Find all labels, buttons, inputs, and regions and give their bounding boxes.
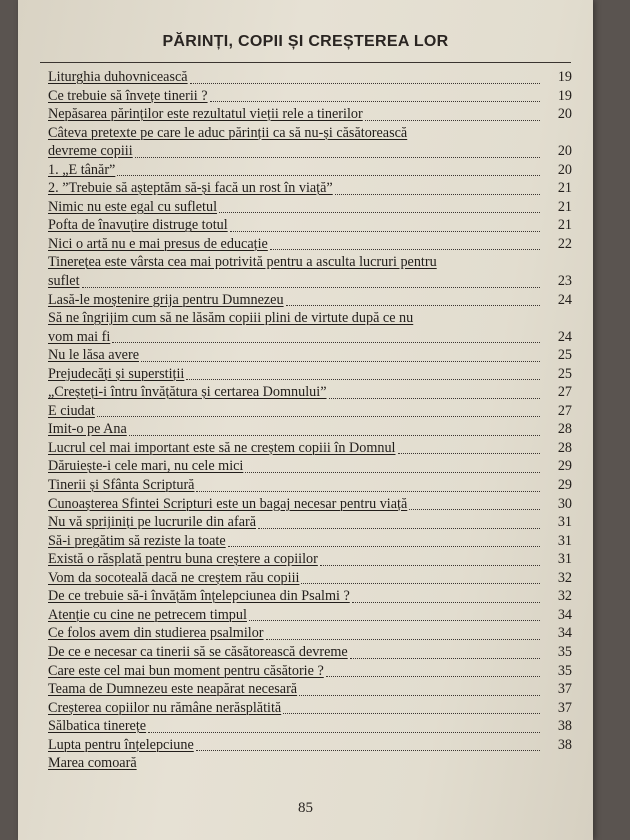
toc-entry-title: Tinerii și Sfânta Scriptură (48, 477, 195, 494)
toc-entry-page: 34 (557, 606, 572, 623)
toc-entry-title: Există o răsplată pentru buna creștere a copiilor (48, 551, 318, 568)
dot-leader (196, 749, 540, 751)
dot-leader (249, 619, 540, 621)
toc-entry (48, 754, 572, 773)
running-header: PĂRINȚI, COPII ȘI CREȘTEREA LOR (162, 33, 449, 50)
toc-entry-page: 19 (557, 87, 572, 104)
toc-entry-page: 22 (557, 235, 572, 252)
dot-leader (258, 527, 540, 529)
page-number: 85 (298, 800, 313, 816)
toc-entry (48, 513, 572, 532)
dot-leader (299, 694, 540, 696)
toc-entry (48, 309, 572, 346)
toc-entry (48, 643, 572, 662)
toc-entry (48, 680, 572, 699)
toc-entry-title: Prejudecăți și superstiții (48, 365, 185, 382)
toc-entry-page: 38 (557, 718, 572, 735)
toc-entry (48, 68, 572, 87)
toc-entry (48, 476, 572, 495)
dot-leader (350, 657, 540, 659)
toc-entry-title: Imit-o pe Ana (48, 421, 127, 438)
toc-entry-page: 20 (557, 161, 572, 178)
dot-leader (335, 193, 540, 195)
dot-leader (301, 582, 540, 584)
toc-entry-title: Nimic nu este egal cu sufletul (48, 198, 218, 215)
toc-entry-title: Vom da socoteală dacă ne creștem rău copiii (48, 569, 300, 586)
toc-entry-page: 28 (557, 421, 572, 438)
dot-leader (97, 415, 540, 417)
toc-entry-title: Liturghia duhovnicească (48, 69, 188, 85)
toc-entry-page: 27 (557, 384, 572, 401)
toc-entry-page: 19 (557, 69, 572, 85)
toc-entry (48, 606, 572, 625)
toc-entry-page: 21 (557, 180, 572, 197)
toc-entry (48, 532, 572, 551)
dot-leader (326, 675, 540, 677)
toc-entry-title: Nu vă sprijiniți pe lucrurile din afară (48, 514, 257, 531)
dot-leader (82, 286, 540, 288)
dot-leader (352, 601, 540, 603)
toc-entry (48, 87, 572, 106)
toc-entry-page: 24 (557, 291, 572, 308)
toc-entry-title: Pofta de înavuțire distruge totul (48, 217, 228, 234)
toc-entry-title: E ciudat (48, 402, 95, 419)
dot-leader (210, 100, 540, 102)
toc-entry (48, 736, 572, 755)
toc-entry-title: Ce folos avem din studierea psalmilor (48, 625, 264, 642)
toc-entry (48, 383, 572, 402)
dot-leader (129, 434, 540, 436)
toc-entry (48, 420, 572, 439)
dot-leader (148, 731, 540, 733)
toc-entry-title: Nu le lăsa avere (48, 347, 139, 364)
toc-entry (48, 699, 572, 718)
toc-entry (48, 198, 572, 217)
toc-entry (48, 495, 572, 514)
toc-entry-page: 29 (557, 477, 572, 494)
dot-leader (230, 230, 540, 232)
dot-leader (141, 360, 540, 362)
toc-entry-page: 32 (557, 588, 572, 605)
toc-entry (48, 717, 572, 736)
dot-leader (398, 452, 541, 454)
dot-leader (320, 564, 540, 566)
table-of-contents (48, 68, 572, 773)
toc-entry (48, 179, 572, 198)
toc-entry-page: 31 (557, 551, 572, 568)
toc-entry (48, 365, 572, 384)
toc-entry-page: 31 (557, 532, 572, 549)
toc-entry-page: 25 (557, 347, 572, 364)
dot-leader (135, 156, 540, 158)
toc-entry-page: 21 (557, 198, 572, 215)
toc-entry-page: 32 (557, 569, 572, 586)
toc-entry-title: suflet (48, 273, 80, 290)
toc-entry-title: 2. ”Trebuie să așteptăm să-și facă un rost în viață” (48, 180, 333, 197)
toc-entry-title: Sălbatica tinerețe (48, 718, 147, 735)
toc-entry-page: 27 (557, 402, 572, 419)
dot-leader (365, 119, 540, 121)
toc-entry (48, 569, 572, 588)
toc-entry-page: 31 (557, 514, 572, 531)
toc-entry-title: Nici o artă nu e mai presus de educație (48, 235, 268, 252)
toc-entry (48, 253, 572, 290)
toc-entry-title: Dăruiește-i cele mari, nu cele mici (48, 458, 244, 475)
toc-entry-title: Creșterea copiilor nu rămâne nerăsplătită (48, 699, 282, 716)
dot-leader (196, 490, 540, 492)
toc-entry (48, 662, 572, 681)
toc-entry-page: 23 (557, 273, 572, 290)
toc-entry-page: 21 (557, 217, 572, 234)
toc-entry-page: 37 (557, 699, 572, 716)
dot-leader (112, 341, 540, 343)
toc-entry-page: 29 (557, 458, 572, 475)
dot-leader (117, 174, 540, 176)
toc-entry (48, 105, 572, 124)
toc-entry-page: 38 (557, 736, 572, 753)
toc-entry (48, 235, 572, 254)
dot-leader (409, 508, 540, 510)
book-page (18, 0, 593, 840)
dot-leader (270, 248, 540, 250)
toc-entry-title: Atenție cu cine ne petrecem timpul (48, 606, 247, 623)
toc-entry-page: 25 (557, 365, 572, 382)
toc-entry-title: devreme copiii (48, 143, 133, 160)
toc-entry (48, 550, 572, 569)
toc-entry (48, 587, 572, 606)
toc-entry-title: Să-i pregătim să reziste la toate (48, 532, 226, 549)
toc-entry (48, 124, 572, 161)
toc-entry (48, 161, 572, 180)
toc-entry-page: 37 (557, 681, 572, 698)
toc-entry (48, 402, 572, 421)
toc-entry-title: Lupta pentru înțelepciune (48, 736, 194, 753)
toc-entry-title: Câteva pretexte pe care le aduc părinții ca să nu-și căsătorească (48, 124, 408, 141)
toc-entry (48, 346, 572, 365)
toc-entry (48, 216, 572, 235)
dot-leader (228, 545, 540, 547)
dot-leader (186, 378, 540, 380)
toc-entry (48, 457, 572, 476)
toc-entry-page: 24 (557, 328, 572, 345)
toc-entry-title: De ce e necesar ca tinerii să se căsătorească devreme (48, 643, 348, 660)
toc-entry (48, 624, 572, 643)
dot-leader (286, 304, 540, 306)
toc-entry-page: 34 (557, 625, 572, 642)
dot-leader (329, 397, 540, 399)
toc-entry-title: Care este cel mai bun moment pentru căsătorie ? (48, 662, 324, 679)
dot-leader (266, 638, 540, 640)
toc-entry (48, 439, 572, 458)
toc-entry-page: 20 (557, 143, 572, 160)
toc-entry-title: Lasă-le moștenire grija pentru Dumnezeu (48, 291, 284, 308)
toc-entry-title: Să ne îngrijim cum să ne lăsăm copiii plini de virtute după ce nu (48, 310, 414, 327)
toc-entry-page: 28 (557, 439, 572, 456)
toc-entry-title: vom mai fi (48, 328, 111, 345)
toc-entry-title: Lucrul cel mai important este să ne creștem copiii în Domnul (48, 439, 396, 456)
toc-entry-page: 35 (557, 643, 572, 660)
toc-entry-title: Ce trebuie să învețe tinerii ? (48, 87, 208, 104)
toc-entry-title: 1. „E tânăr” (48, 161, 116, 178)
dot-leader (283, 712, 540, 714)
toc-entry-page: 20 (557, 106, 572, 123)
toc-entry-title: Tinerețea este vârsta cea mai potrivită pentru a asculta lucruri pentru (48, 254, 437, 271)
toc-entry-title: Cunoașterea Sfintei Scripturi este un bagaj necesar pentru viață (48, 495, 408, 512)
toc-entry-page: 35 (557, 662, 572, 679)
toc-entry-title: Marea comoară (48, 755, 137, 772)
dot-leader (219, 211, 540, 213)
toc-entry-page: 30 (557, 495, 572, 512)
toc-entry (48, 291, 572, 310)
toc-entry-title: De ce trebuie să-i învățăm înțelepciunea din Psalmi ? (48, 588, 350, 605)
toc-entry-title: Nepăsarea părinților este rezultatul vieții rele a tinerilor (48, 106, 363, 123)
dot-leader (245, 471, 540, 473)
toc-entry-title: Teama de Dumnezeu este neapărat necesară (48, 681, 298, 698)
header-rule (40, 62, 571, 63)
dot-leader (190, 82, 540, 84)
toc-entry-title: „Creșteți-i întru învățătura și certarea Domnului” (48, 384, 327, 401)
